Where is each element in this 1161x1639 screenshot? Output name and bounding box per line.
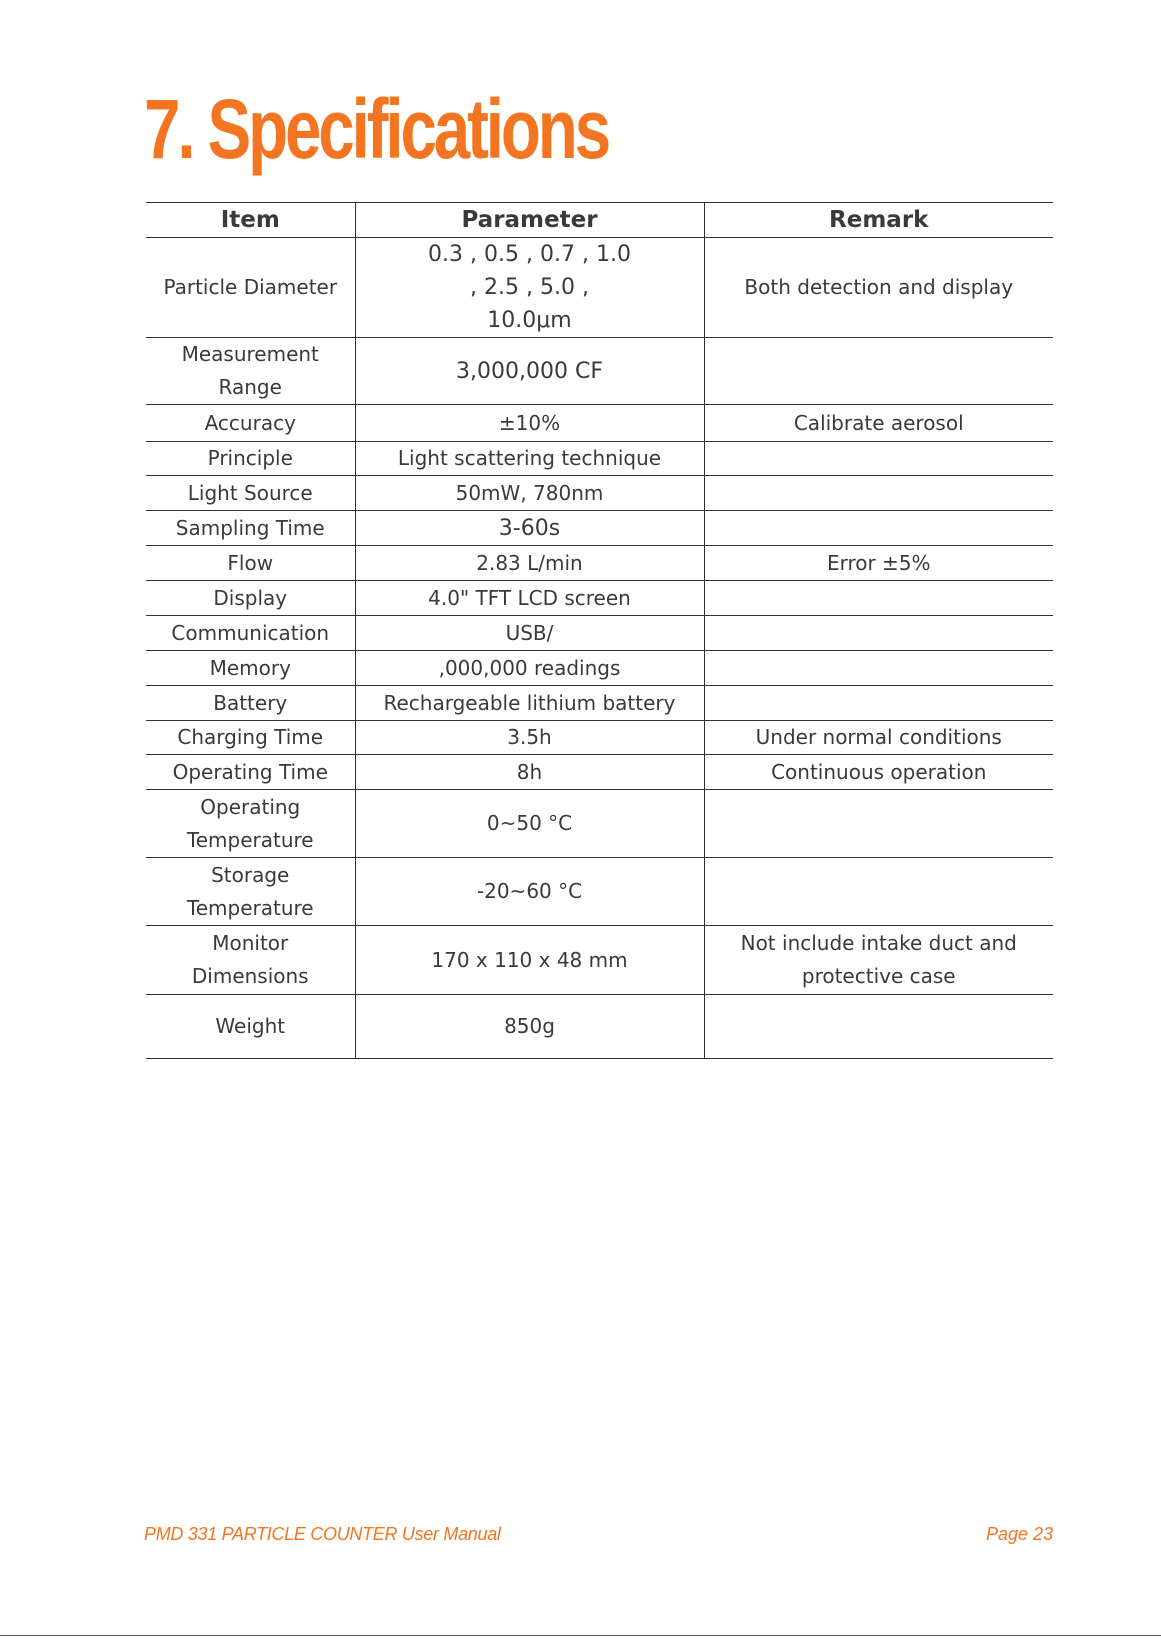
table-row <box>146 995 1053 1059</box>
table-row <box>146 581 1053 616</box>
page-bottom-divider <box>0 1635 1161 1636</box>
remark-cell: Both detection and display <box>704 238 1053 338</box>
remark-cell: Under normal conditions <box>704 721 1053 755</box>
page-title: 7. Specifications <box>144 82 609 176</box>
remark-cell <box>704 616 1053 651</box>
table-row <box>146 405 1053 442</box>
remark-cell <box>704 581 1053 616</box>
remark-cell: Not include intake duct and protective case <box>704 926 1053 995</box>
parameter-cell: 4.0" TFT LCD screen <box>355 581 704 616</box>
table-row <box>146 546 1053 581</box>
item-cell: Operating Time <box>146 755 355 790</box>
item-cell: Light Source <box>146 476 355 511</box>
item-cell: Communication <box>146 616 355 651</box>
item-cell: Storage Temperature <box>146 858 355 926</box>
remark-cell: Error ±5% <box>704 546 1053 581</box>
remark-cell <box>704 995 1053 1059</box>
item-cell: Accuracy <box>146 405 355 442</box>
item-cell: Particle Diameter <box>146 238 355 338</box>
item-cell: Charging Time <box>146 721 355 755</box>
parameter-cell: Light scattering technique <box>355 442 704 476</box>
parameter-cell: 3-60s <box>355 511 704 546</box>
remark-cell <box>704 442 1053 476</box>
parameter-cell: USB/ <box>355 616 704 651</box>
remark-cell <box>704 790 1053 858</box>
specifications-table <box>146 202 1053 1059</box>
remark-cell <box>704 338 1053 405</box>
table-row <box>146 926 1053 995</box>
item-cell: Flow <box>146 546 355 581</box>
item-cell: Memory <box>146 651 355 686</box>
remark-cell <box>704 858 1053 926</box>
column-header-parameter: Parameter <box>355 203 704 238</box>
parameter-cell: 2.83 L/min <box>355 546 704 581</box>
item-cell: Measurement Range <box>146 338 355 405</box>
footer-manual-title: PMD 331 PARTICLE COUNTER User Manual <box>144 1524 501 1544</box>
table-header-row <box>146 203 1053 238</box>
item-cell: Weight <box>146 995 355 1059</box>
item-cell: Sampling Time <box>146 511 355 546</box>
table-row <box>146 721 1053 755</box>
footer-page-number: Page 23 <box>985 1524 1053 1544</box>
parameter-cell: 0.3 , 0.5 , 0.7 , 1.0 , 2.5 , 5.0 , 10.0μm <box>355 238 704 338</box>
table-row <box>146 651 1053 686</box>
parameter-cell: Rechargeable lithium battery <box>355 686 704 721</box>
parameter-cell: 3,000,000 CF <box>355 338 704 405</box>
parameter-cell: ,000,000 readings <box>355 651 704 686</box>
item-cell: Principle <box>146 442 355 476</box>
parameter-cell: 170 x 110 x 48 mm <box>355 926 704 995</box>
item-cell: Operating Temperature <box>146 790 355 858</box>
column-header-item: Item <box>146 203 355 238</box>
item-cell: Battery <box>146 686 355 721</box>
item-cell: Display <box>146 581 355 616</box>
remark-cell <box>704 511 1053 546</box>
item-cell: Monitor Dimensions <box>146 926 355 995</box>
parameter-cell: ±10% <box>355 405 704 442</box>
parameter-cell: 8h <box>355 755 704 790</box>
table-row <box>146 755 1053 790</box>
remark-cell: Calibrate aerosol <box>704 405 1053 442</box>
table-row <box>146 790 1053 858</box>
remark-cell <box>704 476 1053 511</box>
table-row <box>146 858 1053 926</box>
column-header-remark: Remark <box>704 203 1053 238</box>
table-row <box>146 442 1053 476</box>
remark-cell <box>704 686 1053 721</box>
parameter-cell: 50mW, 780nm <box>355 476 704 511</box>
table-row <box>146 511 1053 546</box>
parameter-cell: 0~50 °C <box>355 790 704 858</box>
parameter-cell: -20~60 °C <box>355 858 704 926</box>
parameter-cell: 850g <box>355 995 704 1059</box>
table-row <box>146 476 1053 511</box>
parameter-cell: 3.5h <box>355 721 704 755</box>
remark-cell: Continuous operation <box>704 755 1053 790</box>
table-row <box>146 616 1053 651</box>
table-row <box>146 238 1053 338</box>
remark-cell <box>704 651 1053 686</box>
table-row <box>146 686 1053 721</box>
table-row <box>146 338 1053 405</box>
